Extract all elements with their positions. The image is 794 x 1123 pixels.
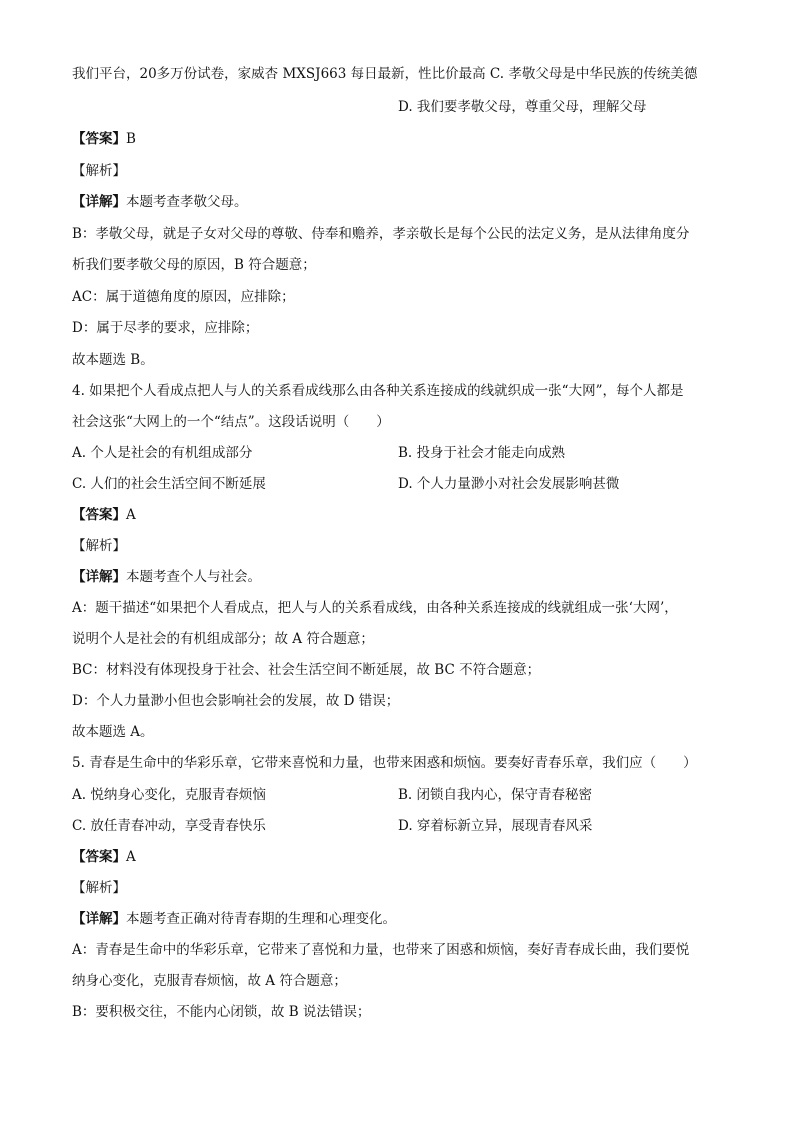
q4-a-explanation-2: 说明个人是社会的有机组成部分；故 A 符合题意； <box>72 631 374 647</box>
q4-detail <box>72 567 261 587</box>
q3-detail <box>72 192 248 212</box>
q4-a-explanation-1: A：题干描述“如果把个人看成点，把人与人的关系看成线，由各种关系连接成的线就组成一张‘大网’， <box>72 600 678 616</box>
detail-intro: 本题考查正确对待青春期的生理和心理变化。 <box>126 911 396 927</box>
q5-option-c: C. 放任青春冲动，享受青春快乐 <box>72 818 266 834</box>
answer-value: A <box>126 849 136 865</box>
q3-option-c: C. 孝敬父母是中华民族的传统美德 <box>489 66 698 82</box>
q3-answer <box>72 129 136 149</box>
promo-text: 我们平台，20多万份试卷，家威杏 MXSJ663 每日最新，性比价最高 <box>72 66 486 82</box>
q5-a-explanation-2: 纳身心变化，克服青春烦恼，故 A 符合题意； <box>72 973 347 989</box>
q3-option-d: D. 我们要孝敬父母，尊重父母，理解父母 <box>398 99 647 115</box>
detail-tag: 【详解】 <box>72 194 126 210</box>
q3-ac-explanation: AC：属于道德角度的原因，应排除； <box>72 289 295 305</box>
q4-stem-1: 4. 如果把个人看成点把人与人的关系看成线那么由各种关系连接成的线就织成一张“大网”，每个人都是 <box>72 383 684 399</box>
q3-d-explanation: D：属于尽孝的要求，应排除； <box>72 320 259 336</box>
q5-option-d: D. 穿着标新立异，展现青春风采 <box>398 818 593 834</box>
promo-line <box>72 64 697 84</box>
q4-analysis-heading: 【解析】 <box>72 538 126 554</box>
q3-conclusion: 故本题选 B。 <box>72 352 154 368</box>
q5-detail <box>72 909 396 929</box>
q5-b-explanation: B：要积极交往，不能内心闭锁，故 B 说法错误； <box>72 1004 371 1020</box>
q4-stem-2: 社会这张“大网上的一个“结点”。这段话说明（ ） <box>72 414 390 430</box>
q3-b-explanation-2: 析我们要孝敬父母的原因，B 符合题意； <box>72 257 316 273</box>
q3-b-explanation-1: B：孝敬父母，就是子女对父母的尊敬、侍奉和赡养，孝亲敬长是每个公民的法定义务，是从法律角度分 <box>72 226 690 242</box>
answer-tag: 【答案】 <box>72 131 126 147</box>
q5-a-explanation-1: A：青春是生命中的华彩乐章，它带来了喜悦和力量，也带来了困惑和烦恼，奏好青春成长曲，我们要悦 <box>72 942 690 958</box>
detail-intro: 本题考查个人与社会。 <box>126 569 261 585</box>
q5-option-b: B. 闭锁自我内心，保守青春秘密 <box>398 787 593 803</box>
detail-tag: 【详解】 <box>72 911 126 927</box>
answer-value: B <box>126 131 136 147</box>
q4-option-b: B. 投身于社会才能走向成熟 <box>398 445 566 461</box>
q5-option-a: A. 悦纳身心变化，克服青春烦恼 <box>72 787 266 803</box>
q4-option-a: A. 个人是社会的有机组成部分 <box>72 445 253 461</box>
q4-option-c: C. 人们的社会生活空间不断延展 <box>72 476 266 492</box>
answer-tag: 【答案】 <box>72 507 126 523</box>
answer-tag: 【答案】 <box>72 849 126 865</box>
q5-stem: 5. 青春是生命中的华彩乐章，它带来喜悦和力量，也带来困惑和烦恼。要奏好青春乐章，我们应（ ） <box>72 755 697 771</box>
detail-tag: 【详解】 <box>72 569 126 585</box>
q4-option-d: D. 个人力量渺小对社会发展影响甚微 <box>398 476 620 492</box>
q5-analysis-heading: 【解析】 <box>72 880 126 896</box>
q4-answer <box>72 505 136 525</box>
q4-conclusion: 故本题选 A。 <box>72 724 154 740</box>
detail-intro: 本题考查孝敬父母。 <box>126 194 248 210</box>
q5-answer <box>72 847 136 867</box>
q3-analysis-heading: 【解析】 <box>72 163 126 179</box>
q4-d-explanation: D：个人力量渺小但也会影响社会的发展，故 D 错误； <box>72 693 400 709</box>
q4-bc-explanation: BC：材料没有体现投身于社会、社会生活空间不断延展，故 BC 不符合题意； <box>72 662 541 678</box>
answer-value: A <box>126 507 136 523</box>
